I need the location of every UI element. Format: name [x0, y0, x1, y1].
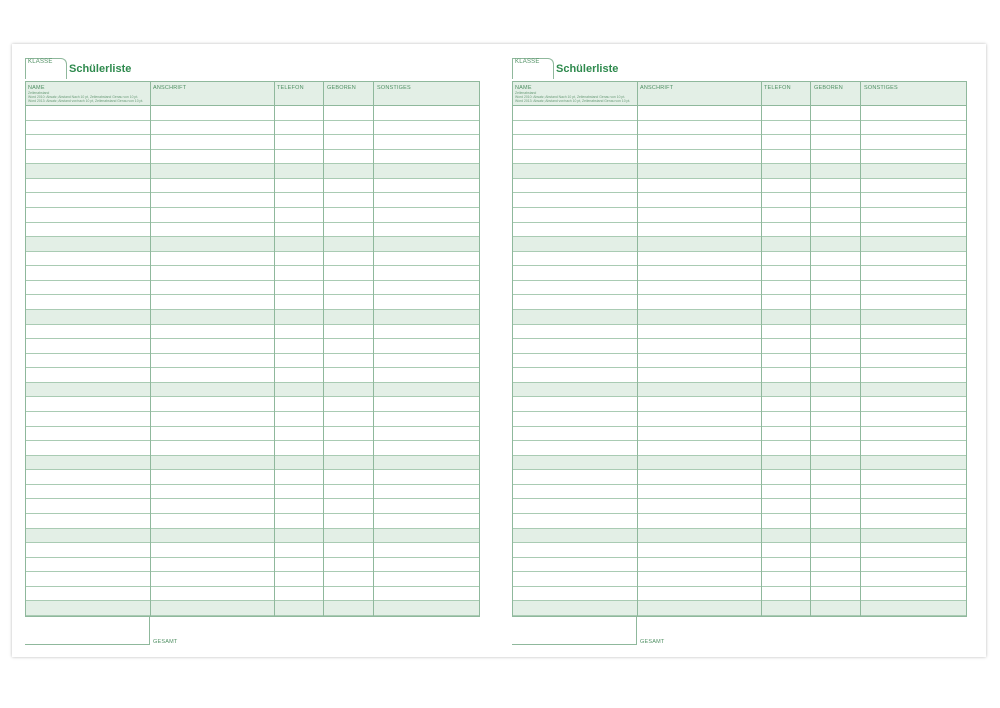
table-row	[26, 558, 479, 573]
table-row	[26, 529, 479, 544]
student-table	[512, 81, 967, 617]
gesamt-label: GESAMT	[153, 639, 178, 645]
table-row	[26, 514, 479, 529]
column-divider	[860, 82, 861, 616]
column-divider	[810, 82, 811, 616]
page-left	[12, 44, 499, 657]
column-header-telefon: TELEFON	[764, 85, 791, 91]
table-row	[26, 179, 479, 194]
table-row	[26, 208, 479, 223]
table-row	[26, 295, 479, 310]
table-row	[26, 339, 479, 354]
table-row	[26, 441, 479, 456]
page-title: Schülerliste	[556, 63, 619, 75]
column-divider	[637, 82, 638, 616]
table-row	[513, 354, 966, 369]
table-row	[513, 252, 966, 267]
table-row	[26, 412, 479, 427]
table-row	[26, 150, 479, 165]
column-header-anschrift: ANSCHRIFT	[153, 85, 187, 91]
table-row	[513, 368, 966, 383]
table-row	[513, 514, 966, 529]
table-row	[513, 266, 966, 281]
table-row	[26, 572, 479, 587]
column-header-name: NAME	[515, 85, 532, 91]
footer-line	[512, 644, 636, 645]
table-row	[513, 223, 966, 238]
table-row	[513, 587, 966, 602]
column-divider	[373, 82, 374, 616]
name-subtext-line: Word 2010: Absatz; Abstand Nach 10 pt, Zeilenabstand Genau von 10 pt.	[515, 95, 626, 99]
klasse-label: KLASSE	[28, 59, 53, 65]
table-row	[513, 543, 966, 558]
column-divider	[150, 82, 151, 616]
table-row	[513, 193, 966, 208]
name-subtext-line: Word 2013: Absatz; Abstand vor/nach 10 pt, Zeilenabstand Genau von 10 pt.	[515, 99, 631, 103]
column-divider	[323, 82, 324, 616]
booklet-spread	[12, 44, 986, 657]
table-row	[513, 164, 966, 179]
table-row	[513, 456, 966, 471]
table-row	[26, 121, 479, 136]
table-row	[26, 397, 479, 412]
table-row	[513, 441, 966, 456]
column-header-anschrift: ANSCHRIFT	[640, 85, 674, 91]
table-row	[26, 543, 479, 558]
table-row	[513, 150, 966, 165]
table-row	[513, 310, 966, 325]
table-row	[26, 193, 479, 208]
footer-line	[25, 644, 149, 645]
table-row	[26, 164, 479, 179]
table-row	[513, 325, 966, 340]
name-subtext-line: Word 2010: Absatz; Abstand Nach 10 pt, Zeilenabstand Genau von 10 pt.	[28, 95, 139, 99]
table-row	[26, 427, 479, 442]
table-row	[513, 529, 966, 544]
table-row	[513, 470, 966, 485]
table-row	[513, 412, 966, 427]
table-row	[513, 572, 966, 587]
name-subtext-line: Zeilenabstand	[28, 91, 50, 95]
table-row	[26, 310, 479, 325]
column-header-geboren: GEBOREN	[327, 85, 356, 91]
name-subtext-line: Word 2013: Absatz; Abstand vor/nach 10 pt, Zeilenabstand Genau von 10 pt.	[28, 99, 144, 103]
table-row	[513, 106, 966, 121]
table-row	[513, 121, 966, 136]
table-row	[26, 354, 479, 369]
table-row	[513, 339, 966, 354]
table-row	[26, 485, 479, 500]
table-row	[513, 135, 966, 150]
table-row	[26, 252, 479, 267]
table-row	[26, 223, 479, 238]
footer-divider	[149, 617, 150, 645]
table-row	[26, 499, 479, 514]
column-header-sonstiges: SONSTIGES	[864, 85, 898, 91]
table-row	[513, 383, 966, 398]
table-header	[26, 82, 479, 106]
table-row	[513, 281, 966, 296]
table-header	[513, 82, 966, 106]
column-header-geboren: GEBOREN	[814, 85, 843, 91]
student-table	[25, 81, 480, 617]
table-row	[513, 179, 966, 194]
table-row	[26, 470, 479, 485]
footer-divider	[636, 617, 637, 645]
column-divider	[274, 82, 275, 616]
table-row	[26, 383, 479, 398]
table-row	[513, 499, 966, 514]
page-right	[499, 44, 986, 657]
table-row	[513, 397, 966, 412]
table-row	[26, 325, 479, 340]
table-row	[26, 237, 479, 252]
table-row	[26, 266, 479, 281]
table-row	[513, 237, 966, 252]
table-row	[513, 601, 966, 616]
gesamt-label: GESAMT	[640, 639, 665, 645]
table-row	[513, 485, 966, 500]
table-row	[513, 295, 966, 310]
table-row	[26, 106, 479, 121]
table-row	[26, 456, 479, 471]
column-divider	[761, 82, 762, 616]
column-header-name: NAME	[28, 85, 45, 91]
column-header-telefon: TELEFON	[277, 85, 304, 91]
table-row	[513, 208, 966, 223]
klasse-label: KLASSE	[515, 59, 540, 65]
table-row	[26, 368, 479, 383]
table-row	[513, 427, 966, 442]
table-row	[26, 601, 479, 616]
page-title: Schülerliste	[69, 63, 132, 75]
table-row	[26, 587, 479, 602]
column-header-sonstiges: SONSTIGES	[377, 85, 411, 91]
table-row	[513, 558, 966, 573]
table-row	[26, 135, 479, 150]
table-row	[26, 281, 479, 296]
name-subtext-line: Zeilenabstand	[515, 91, 537, 95]
